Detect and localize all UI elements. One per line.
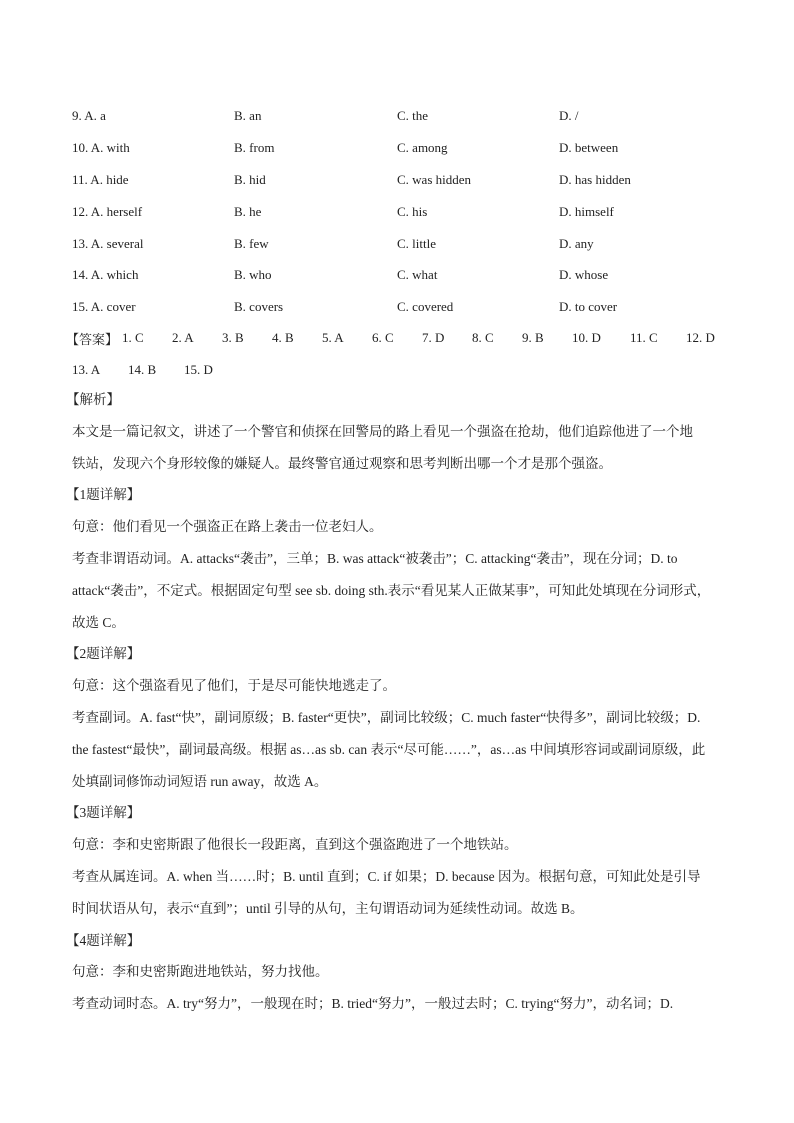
option-row-12 [72, 196, 732, 228]
option-b: B. from [234, 139, 275, 155]
detail-line: the fastest“最快”，副词最高级。根据 as…as sb. can 表示“尽可能……”，as…as 中间填形容词或副词原级，此 [72, 741, 706, 757]
option-c: C. the [397, 107, 429, 123]
answer-item: 15. D [184, 362, 213, 377]
option-row-13 [72, 228, 732, 260]
option-c: C. little [397, 235, 436, 251]
option-d: D. between [559, 139, 619, 155]
option-a: 10. A. with [72, 139, 130, 155]
detail-line: 考查副词。A. fast“快”，副词原级；B. faster“更快”，副词比较级；C. much faster“快得多”，副词比较级；D. [72, 709, 701, 725]
option-d: D. / [559, 107, 579, 123]
option-row-15 [72, 291, 732, 323]
detail-line: attack“袭击”，不定式。根据固定句型 see sb. doing sth.表示“看见某人正做某事”，可知此处填现在分词形式， [72, 582, 711, 598]
analysis-heading: 【解析】 [66, 392, 120, 407]
option-c: C. what [397, 267, 438, 283]
detail-heading-1: 【1题详解】 [66, 487, 141, 503]
detail-line: 句意：李和史密斯跟了他很长一段距离，直到这个强盗跑进了一个地铁站。 [72, 837, 518, 853]
detail-line: 时间状语从句，表示“直到”；until 引导的从句，主句谓语动词为延续性动词。故选 B。 [72, 900, 584, 916]
option-row-11 [72, 164, 732, 196]
answer-item: 11. C [630, 330, 658, 345]
answer-item: 12. D [686, 330, 715, 345]
answer-item: 3. B [222, 330, 244, 345]
answer-item: 1. C [122, 330, 144, 345]
option-a: 15. A. cover [72, 299, 136, 315]
answer-label: 【答案】 [66, 331, 119, 347]
answer-item: 8. C [472, 330, 494, 345]
options-table [72, 100, 732, 323]
detail-line: 考查从属连词。A. when 当……时；B. until 直到；C. if 如果；D. because 因为。根据句意，可知此处是引导 [72, 868, 701, 884]
option-d: D. to cover [559, 299, 618, 315]
answer-item: 10. D [572, 330, 601, 345]
option-b: B. an [234, 107, 262, 123]
option-d: D. whose [559, 267, 609, 283]
option-d: D. has hidden [559, 171, 631, 187]
answer-item: 7. D [422, 330, 445, 345]
option-c: C. his [397, 203, 428, 219]
answer-item: 6. C [372, 330, 394, 345]
option-c: C. was hidden [397, 171, 472, 187]
option-b: B. few [234, 235, 269, 251]
answer-row-2 [66, 354, 726, 386]
detail-line: 故选 C。 [72, 614, 125, 630]
answer-item: 9. B [522, 330, 544, 345]
option-a: 13. A. several [72, 235, 144, 251]
answer-item: 14. B [128, 362, 157, 377]
answer-item: 4. B [272, 330, 294, 345]
analysis-content [66, 384, 724, 1020]
detail-line: 句意：李和史密斯跑进地铁站，努力找他。 [72, 964, 329, 980]
detail-heading-2: 【2题详解】 [66, 646, 141, 662]
answer-item: 13. A [72, 362, 101, 377]
answer-item: 5. A [322, 330, 344, 345]
option-b: B. he [234, 203, 262, 219]
option-d: D. any [559, 235, 594, 251]
answer-item: 2. A [172, 330, 194, 345]
option-a: 9. A. a [72, 107, 106, 123]
option-a: 14. A. which [72, 267, 139, 283]
answer-row-1 [66, 322, 726, 354]
detail-heading-3: 【3题详解】 [66, 805, 141, 821]
option-a: 12. A. herself [72, 203, 143, 219]
detail-line: 考查动词时态。A. try“努力”，一般现在时；B. tried“努力”，一般过去时；C. trying“努力”，动名词；D. [72, 996, 674, 1012]
option-a: 11. A. hide [72, 171, 129, 187]
detail-line: 句意：这个强盗看见了他们，于是尽可能快地逃走了。 [72, 678, 396, 694]
detail-line: 处填副词修饰动词短语 run away，故选 A。 [72, 773, 328, 789]
option-b: B. covers [234, 299, 284, 315]
detail-line: 考查非谓语动词。A. attacks“袭击”，三单；B. was attack“被袭击”；C. attacking“袭击”，现在分词；D. to [72, 550, 678, 566]
option-c: C. among [397, 139, 448, 155]
option-c: C. covered [397, 299, 454, 315]
summary-line: 本文是一篇记叙文，讲述了一个警官和侦探在回警局的路上看见一个强盗在抢劫，他们追踪他进了一个地 [72, 423, 693, 439]
summary-line: 铁站，发现六个身形较像的嫌疑人。最终警官通过观察和思考判断出哪一个才是那个强盗。 [72, 455, 612, 471]
option-row-9 [72, 100, 732, 132]
detail-heading-4: 【4题详解】 [66, 932, 141, 948]
option-d: D. himself [559, 203, 614, 219]
detail-line: 句意：他们看见一个强盗正在路上袭击一位老妇人。 [72, 519, 383, 535]
option-b: B. hid [234, 171, 266, 187]
option-row-10 [72, 132, 732, 164]
option-b: B. who [234, 267, 272, 283]
answer-key [66, 322, 726, 386]
option-row-14 [72, 259, 732, 291]
